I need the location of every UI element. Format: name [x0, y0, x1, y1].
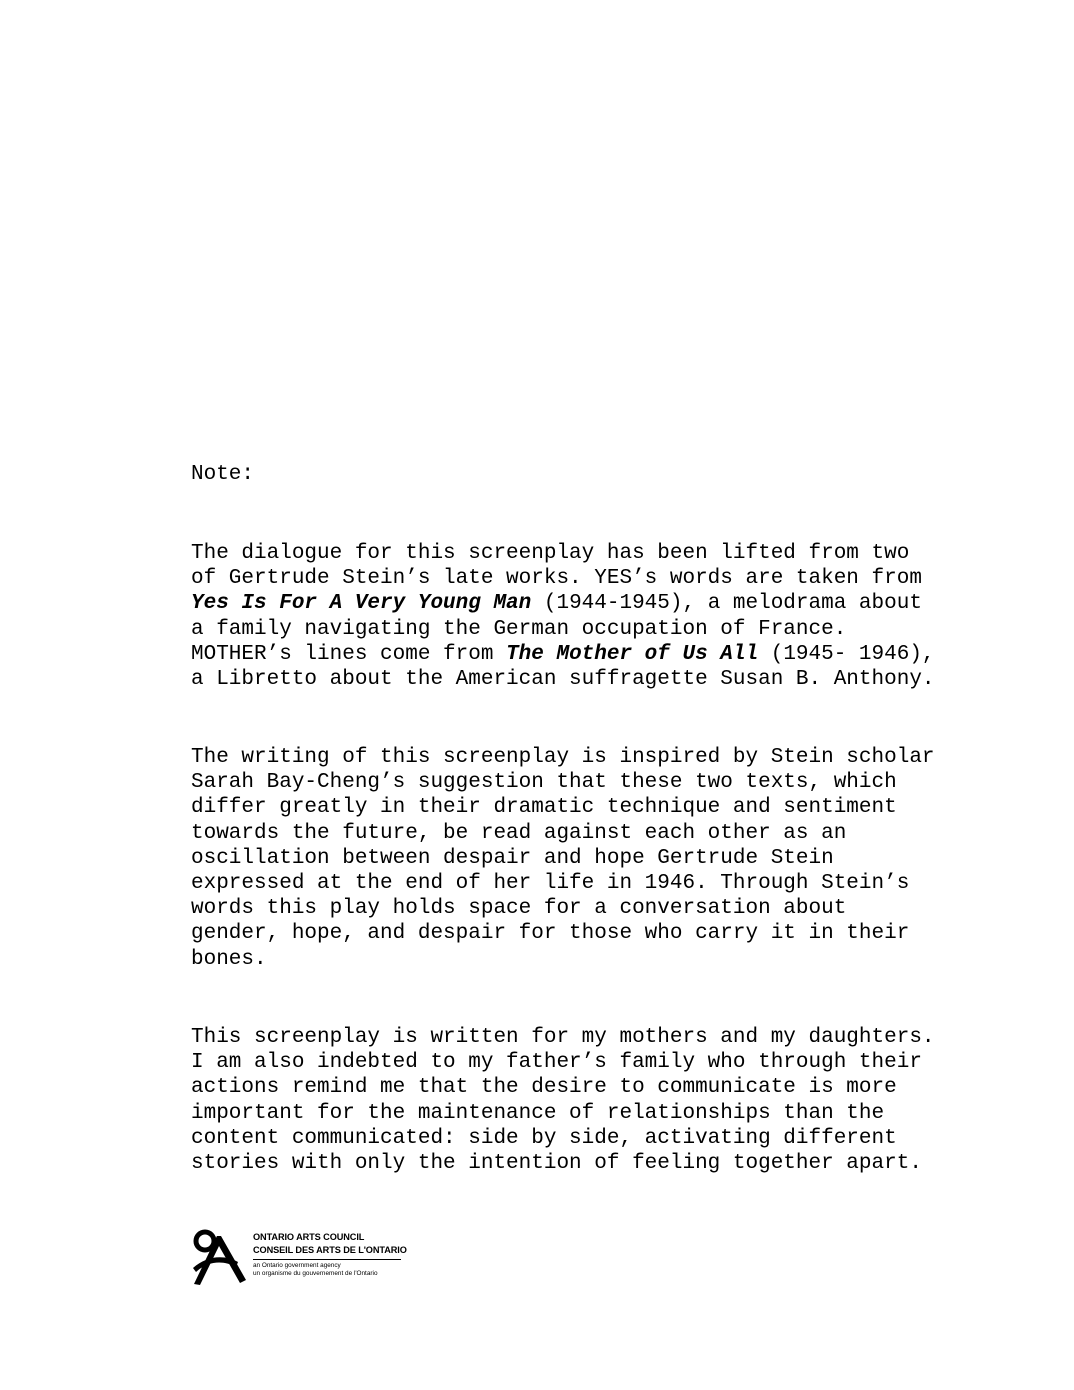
p2-line-5: oscillation between despair and hope Gertrude Stein [191, 846, 834, 870]
p2-line-8: gender, hope, and despair for those who carry it in their [191, 922, 910, 946]
p1-line-5-pre: MOTHER’s lines come from [191, 642, 507, 666]
p2-line-6: expressed at the end of her life in 1946. Through Stein’s [191, 872, 910, 896]
paragraph-dedication [191, 1025, 951, 1176]
title-the-mother-of-us-all: The Mother of Us All [506, 642, 759, 666]
p2-line-2: Sarah Bay-Cheng’s suggestion that these two texts, which [191, 771, 897, 795]
p2-line-3: differ greatly in their dramatic technique and sentiment [191, 796, 897, 820]
p2-line-9: bones. [191, 947, 267, 971]
p1-line-6: a Libretto about the American suffragette Susan B. Anthony. [191, 668, 935, 692]
p2-line-4: towards the future, be read against each other as an [191, 821, 847, 845]
logo-name-english: ONTARIO ARTS COUNCIL [253, 1232, 365, 1242]
paragraph-dialogue-source [191, 541, 951, 692]
p3-line-1: This screenplay is written for my mothers and my daughters. [191, 1026, 935, 1049]
logo-text [253, 1231, 407, 1278]
p1-line-3-rest: (1944-1945), a melodrama about [531, 592, 922, 616]
p3-line-2: I am also indebted to my father’s family who through their [191, 1051, 922, 1075]
p1-line-5-rest: (1945- 1946), [758, 642, 935, 666]
ontario-arts-council-logo-icon [190, 1228, 248, 1286]
p3-line-6: stories with only the intention of feeling together apart. [191, 1152, 922, 1176]
logo-agency-english: an Ontario government agency [253, 1262, 341, 1269]
p3-line-4: important for the maintenance of relationships than the [191, 1101, 885, 1125]
note-label: Note: [191, 463, 255, 486]
logo-divider [253, 1259, 401, 1260]
p1-line-2: of Gertrude Stein’s late works. YES’s words are taken from [191, 567, 922, 591]
paragraph-inspiration [191, 745, 951, 972]
p3-line-5: content communicated: side by side, activating different [191, 1126, 897, 1150]
logo-name-french: CONSEIL DES ARTS DE L'ONTARIO [253, 1245, 407, 1255]
title-yes-is-for-a-very-young-man: Yes Is For A Very Young Man [191, 592, 532, 616]
p2-line-7: words this play holds space for a conversation about [191, 897, 847, 921]
p1-line-1: The dialogue for this screenplay has been lifted from two [191, 542, 910, 565]
p3-line-3: actions remind me that the desire to communicate is more [191, 1076, 897, 1100]
p2-line-1: The writing of this screenplay is inspired by Stein scholar [191, 746, 935, 769]
logo-agency-french: un organisme du gouvernement de l'Ontario [253, 1270, 378, 1277]
ontario-arts-council-logo [190, 1228, 420, 1288]
p1-line-4: a family navigating the German occupation of France. [191, 617, 847, 641]
